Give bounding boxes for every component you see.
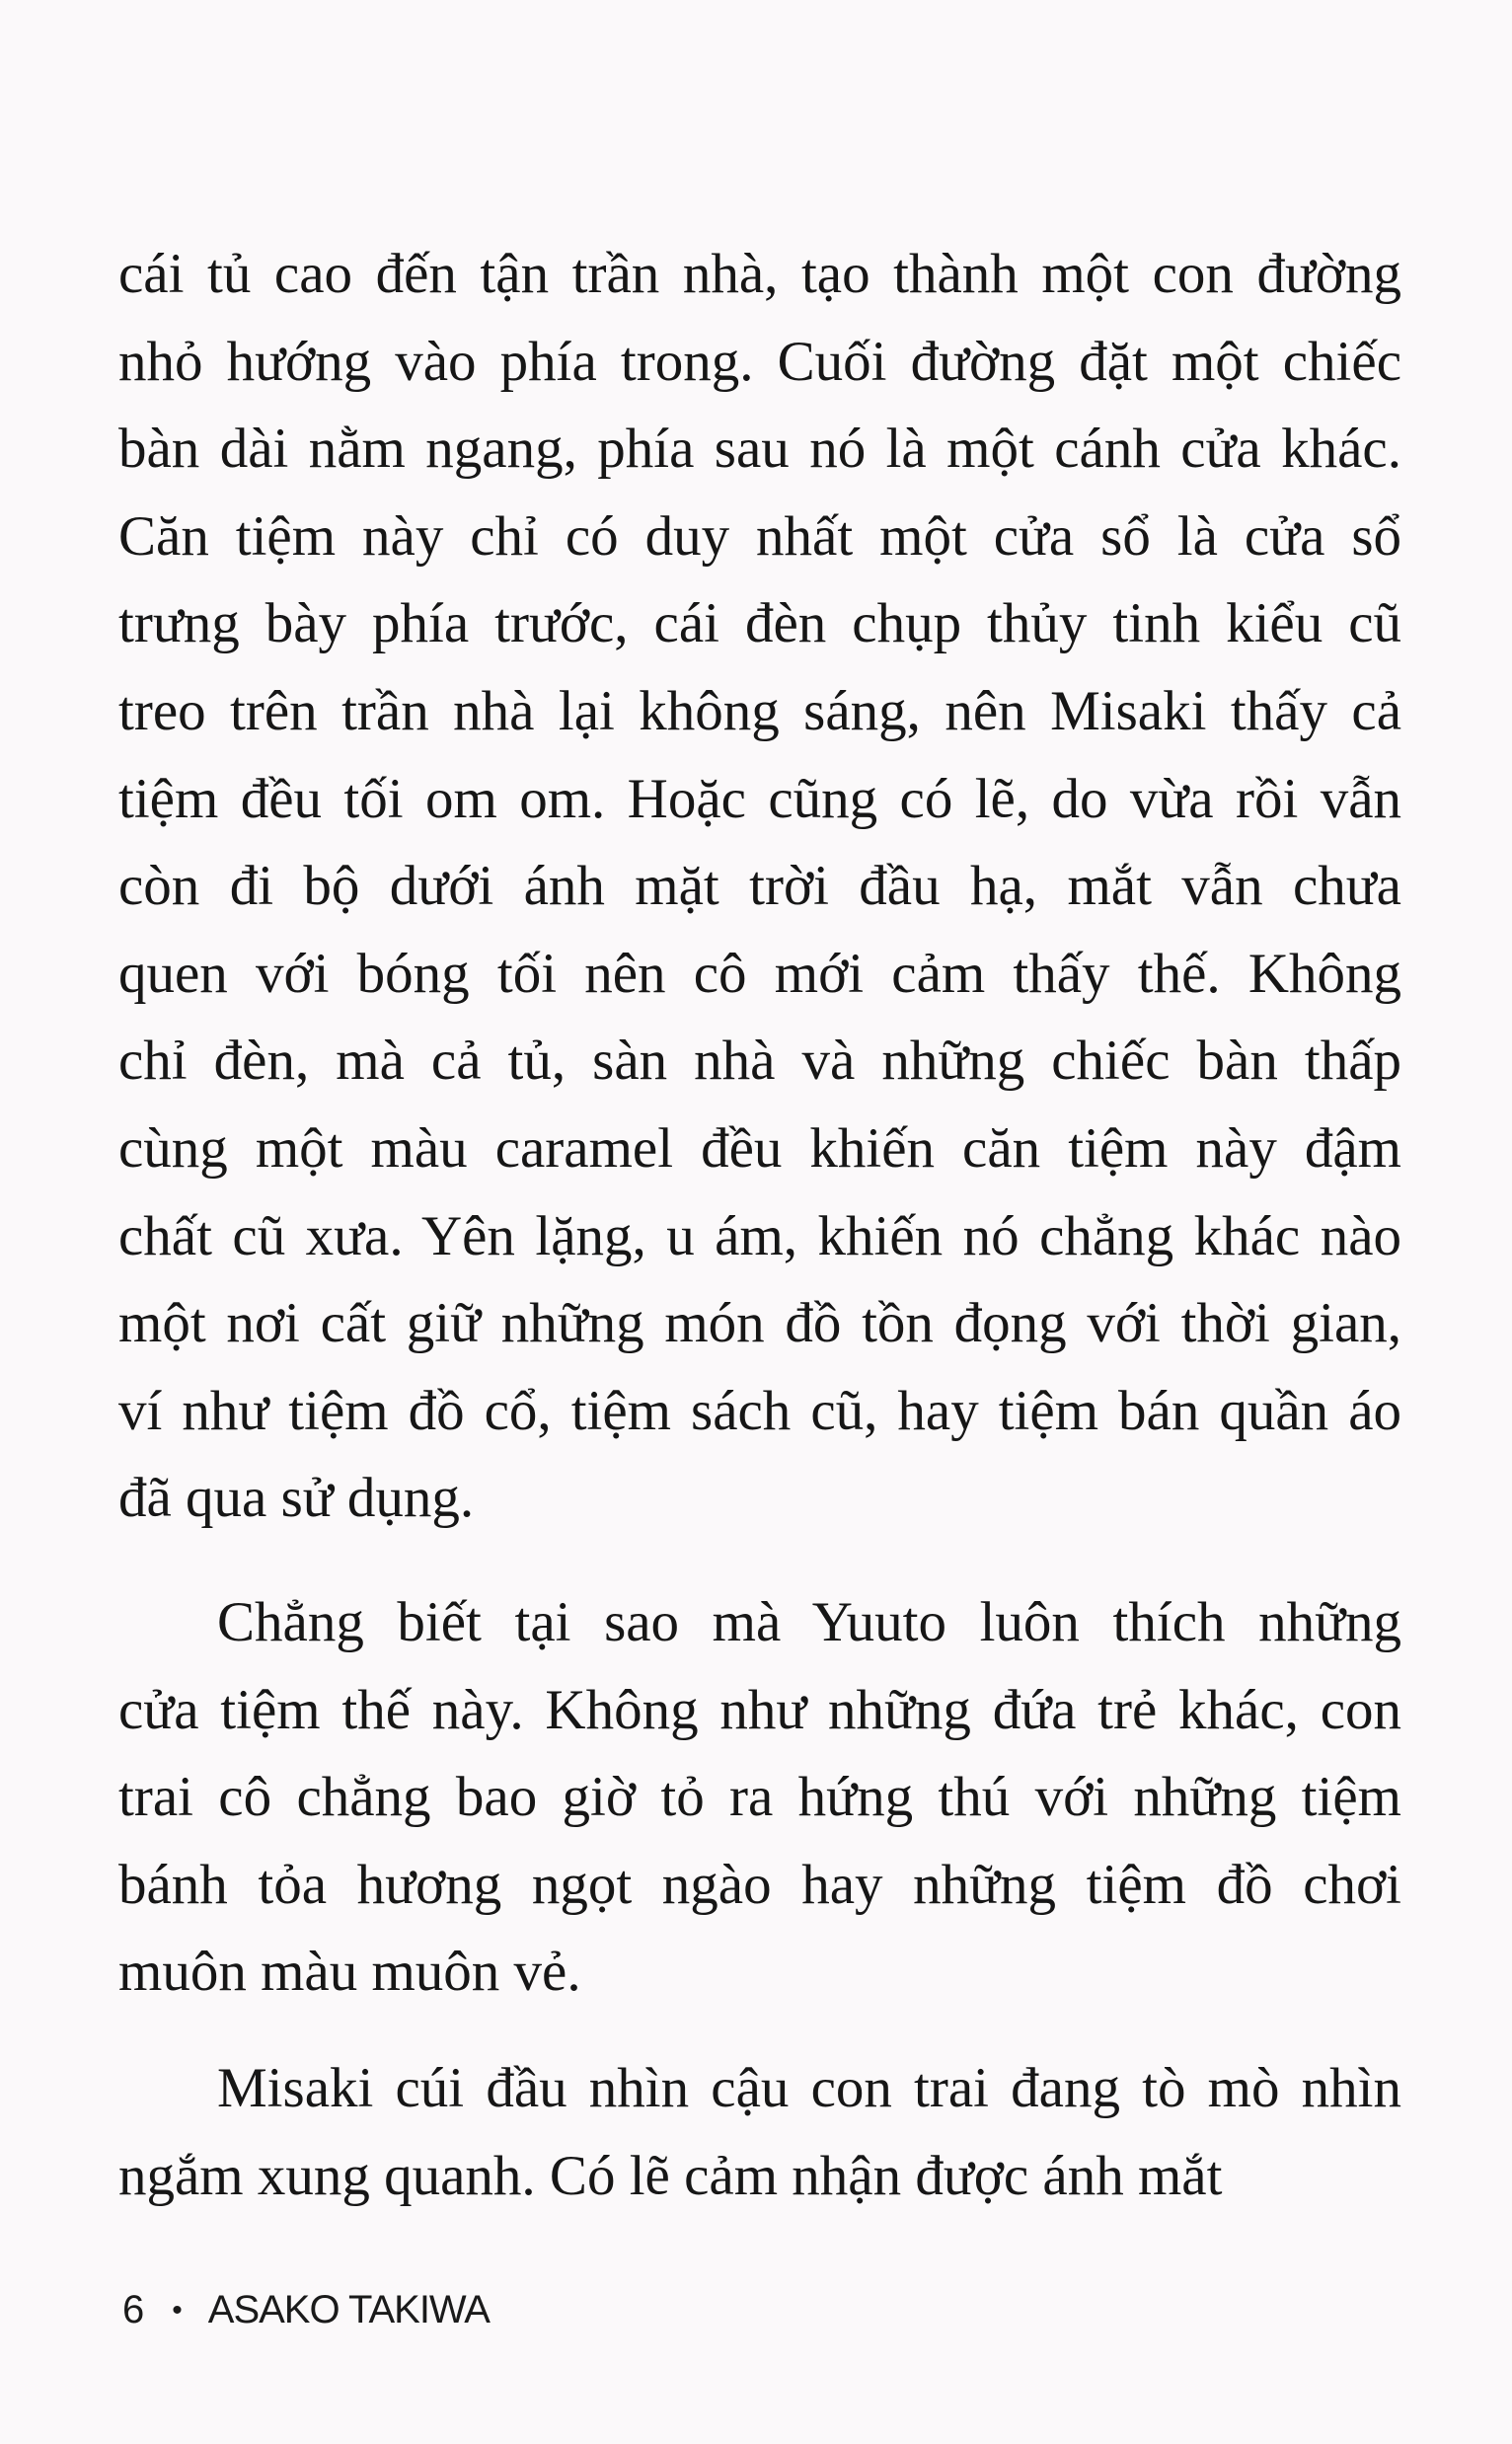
text-line: tiệm đều tối om om. Hoặc cũng có lẽ, do vừa rồi vẫn	[118, 767, 1401, 830]
text-line: đã qua sử dụng.	[118, 1467, 475, 1530]
text-line: bàn dài nằm ngang, phía sau nó là một cánh cửa khác.	[118, 418, 1401, 481]
text-line: cửa tiệm thế này. Không như những đứa trẻ khác, con	[118, 1678, 1401, 1741]
text-line: trai cô chẳng bao giờ tỏ ra hứng thú với những tiệm	[118, 1766, 1401, 1829]
text-line: treo trên trần nhà lại không sáng, nên Misaki thấy cả	[118, 680, 1401, 742]
page-number: 6	[122, 2288, 145, 2331]
text-line: Căn tiệm này chỉ có duy nhất một cửa sổ là cửa sổ	[118, 504, 1401, 568]
text-line: bánh tỏa hương ngọt ngào hay những tiệm đồ chơi	[118, 1853, 1401, 1916]
footer-separator: •	[172, 2293, 183, 2327]
text-line: chỉ đèn, mà cả tủ, sàn nhà và những chiếc bàn thấp	[118, 1030, 1401, 1093]
author-name: ASAKO TAKIWA	[207, 2288, 490, 2331]
text-line: ngắm xung quanh. Có lẽ cảm nhận được ánh mắt	[118, 2144, 1223, 2207]
text-line: chất cũ xưa. Yên lặng, u ám, khiến nó chẳng khác nào	[118, 1204, 1401, 1267]
text-line: nhỏ hướng vào phía trong. Cuối đường đặt một chiếc	[118, 330, 1401, 393]
text-line: cùng một màu caramel đều khiến căn tiệm này đậm	[118, 1117, 1401, 1180]
text-line: trưng bày phía trước, cái đèn chụp thủy tinh kiểu cũ	[118, 592, 1401, 655]
text-line: còn đi bộ dưới ánh mặt trời đầu hạ, mắt vẫn chưa	[118, 855, 1401, 918]
text-line: Misaki cúi đầu nhìn cậu con trai đang tò mò nhìn	[217, 2057, 1401, 2119]
text-line: cái tủ cao đến tận trần nhà, tạo thành một con đường	[118, 243, 1401, 305]
page-footer	[122, 2288, 490, 2332]
text-line: một nơi cất giữ những món đồ tồn đọng với thời gian,	[118, 1292, 1401, 1355]
text-line: quen với bóng tối nên cô mới cảm thấy thế. Không	[118, 942, 1401, 1005]
text-line: ví như tiệm đồ cổ, tiệm sách cũ, hay tiệm bán quần áo	[118, 1379, 1401, 1442]
text-line: muôn màu muôn vẻ.	[118, 1941, 581, 2004]
text-line: Chẳng biết tại sao mà Yuuto luôn thích những	[217, 1591, 1401, 1653]
